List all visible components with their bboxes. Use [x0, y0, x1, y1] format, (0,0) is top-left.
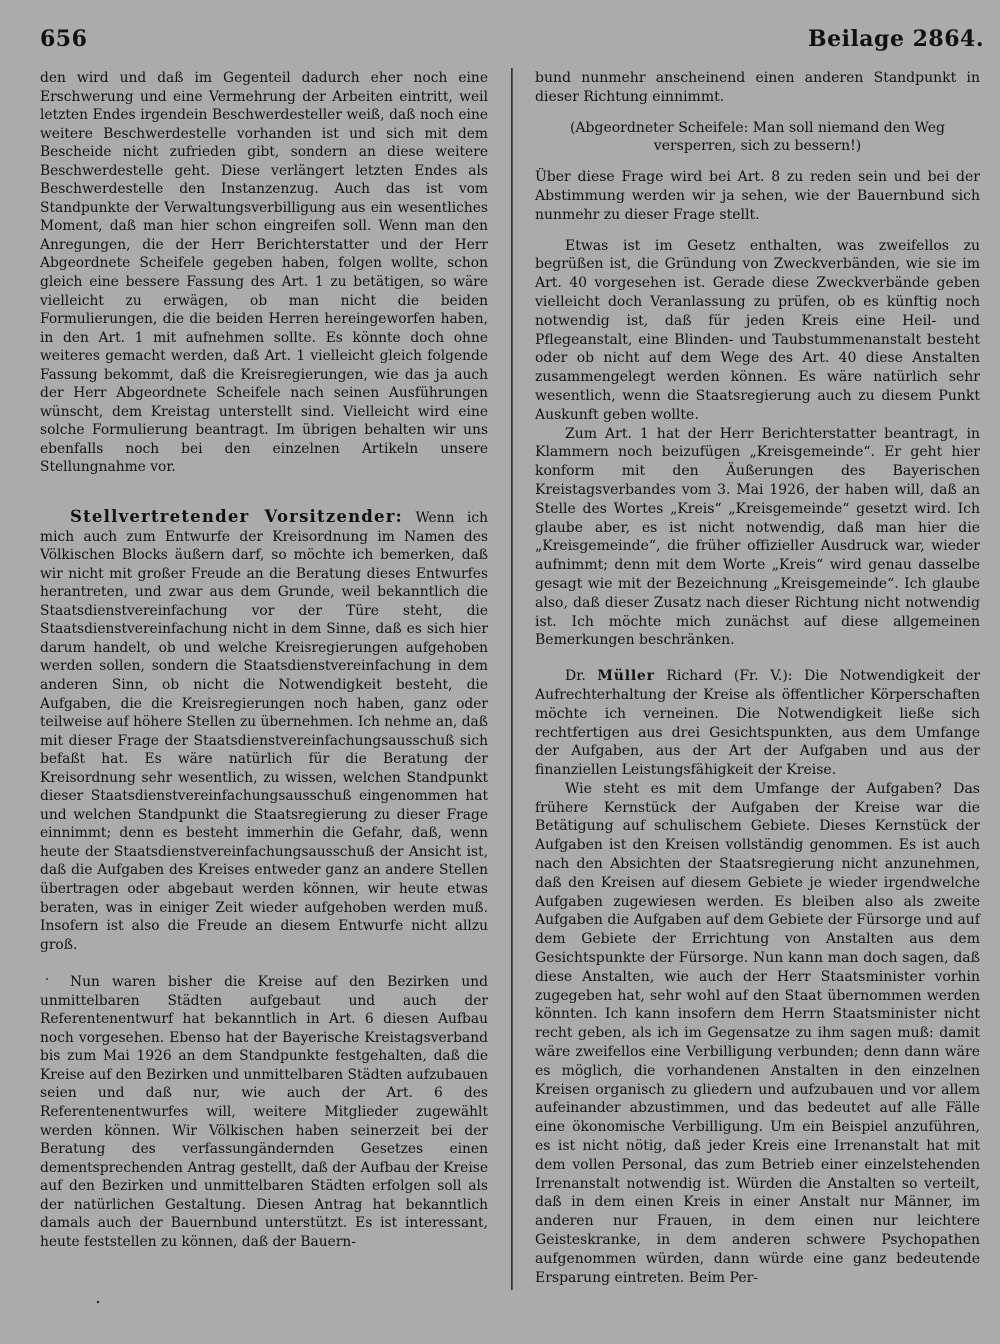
paragraph: Über diese Frage wird bei Art. 8 zu reden sein und bei der Abstimmung werden wir ja sehen, wie der Bauernbund sich nunmehr zu dieser Frage stellt.	[535, 169, 980, 223]
left-column	[40, 69, 488, 1251]
paragraph: den wird und daß im Gegenteil dadurch eher noch eine Erschwerung und eine Vermehrung der Arbeiten eintritt, weil letzten Endes irgendein Beschwerdesteller weiß, daß noch eine weitere Beschwerdestelle vorhanden ist und sich mit dem Bescheide nicht zufrieden gibt, sondern an diese weitere Beschwerdestelle geht. Diese verlängert letzten Endes als Beschwerdestelle den Instanzenzug. Auch das ist vom Standpunkte der Verwaltungsverbilligung aus ein wesentliches Moment, daß man hier schon eingreifen soll. Wenn man den Anregungen, die der Herr Berichterstatter und der Herr Abgeordnete Scheifele gegeben haben, folgen wollte, schon gleich eine bessere Fassung des Art. 1 zu betätigen, so wäre vielleicht zu erwägen, ob man nicht die beiden Formulierungen, die die beiden Herren hereingeworfen haben, in den Art. 1 mit aufnehmen sollte. Es könnte doch ohne weiteres gemacht werden, daß Art. 1 vielleicht gleich folgende Fassung bekommt, daß die Kreisregierungen, wie das ja auch der Herr Abgeordnete Scheifele nach seinen Ausführungen wünscht, dem Kreistag unterstellt sind. Vielleicht wird eine solche Formulierung beantragt. Im übrigen behalten wir uns ebenfalls noch bei den einzelnen Artikeln unsere Stellungnahme vor.	[40, 70, 488, 476]
page-number: 656	[40, 26, 88, 52]
speaker-title: Dr.	[565, 668, 586, 685]
paragraph: Nun waren bisher die Kreise auf den Bezirken und unmittelbaren Städten aufgebaut und auch der Referentenentwurf hat bekanntlich in Art. 6 diesen Aufbau noch vorgesehen. Ebenso hat der Bayerische Kreistagsverband bis zum Mai 1926 an dem Standpunkte festgehalten, daß die Kreise auf den Bezirken und unmittelbaren Städten aufzubauen seien und daß nur, wie auch der Art. 6 des Referentenentwurfes will, weitere Mitglieder zugewählt werden können. Wir Völkischen haben seinerzeit bei der Beratung des verfassungändernden Gesetzes einen dementsprechenden Antrag gestellt, daß der Aufbau der Kreise auf den Bezirken und unmittelbaren Städten erfolgen soll als der natürlichen Gestaltung. Diesen Antrag hat bekanntlich damals auch der Bauernbund unterstützt. Es ist interessant, heute feststellen zu können, daß der Bauern-	[40, 974, 488, 1250]
speech-paragraph	[535, 667, 980, 780]
speech-text: Die Notwendigkeit der Aufrechterhaltung der Kreise als öffentlicher Körperschaften möchte ich verneinen. Die Notwendigkeit ließe sich rechtfertigen aus drei Gesichtspunkten, aus dem Umfange der Aufgaben, aus der Art der Aufgaben und aus der finanziellen Leistungsfähigkeit der Kreise.	[535, 668, 981, 779]
speaker-name: Stellvertretender Vorsitzender:	[70, 507, 403, 527]
paragraph: Zum Art. 1 hat der Herr Berichterstatter beantragt, in Klammern noch beizufügen „Kreisgemeinde“. Er geht hier konform mit den Äußerungen des Bayerischen Kreistagsverbandes vom 3. Mai 1926, der haben will, daß an Stelle des Wortes „Kreis“ „Kreisgemeinde“ gesetzt wird. Ich glaube aber, es ist nicht notwendig, daß man hier die „Kreisgemeinde“, die früher offizieller Ausdruck war, wieder aufnimmt; denn mit dem Worte „Kreis“ wird genau dasselbe gesagt wie mit der Bezeichnung „Kreisgemeinde“. Ich glaube also, daß dieser Zusatz nach dieser Richtung nicht notwendig ist. Ich möchte mich zunächst auf diese allgemeinen Bemerkungen beschränken.	[535, 425, 980, 649]
page-header	[40, 26, 984, 58]
page-title: Beilage 2864.	[808, 26, 984, 52]
speech-paragraph	[40, 508, 488, 954]
column-divider-inner	[512, 68, 513, 1290]
paragraph: Etwas ist im Gesetz enthalten, was zweifellos zu begrüßen ist, die Gründung von Zweckverbänden, wie sie im Art. 40 vorgesehen ist. Gerade diese Zweckverbände geben vielleicht doch Veranlassung zu prüfen, ob es künftig noch notwendig ist, daß für jeden Kreis eine Heil- und Pflegeanstalt, eine Blinden- und Taubstummenanstalt besteht oder ob nicht auf dem Wege des Art. 40 diese Anstalten zusammengelegt werden können. Es wäre natürlich sehr wesentlich, wenn die Staatsregierung auch zu diesem Punkt Auskunft geben wollte.	[535, 237, 980, 423]
right-column	[535, 69, 980, 1287]
speaker-name: Müller	[597, 668, 655, 685]
paragraph: Wie steht es mit dem Umfange der Aufgaben? Das frühere Kernstück der Aufgaben der Kreise war die Betätigung auf schulischem Gebiete. Dieses Kernstück der Aufgaben ist den Kreisen vollständig genommen. Es ist auch nach den Absichten der Staatsregierung nicht anzunehmen, daß den Kreisen auf diesem Gebiete je wieder irgendwelche Aufgaben zugewiesen werden. Es bleiben also als zweite Aufgaben die Aufgaben auf dem Gebiete der Fürsorge und auf dem Gebiete der Errichtung von Anstalten aus dem Gesichtspunkte der Fürsorge. Nun kann man doch sagen, daß diese Anstalten, wie auch der Herr Staatsminister vorhin zugegeben hat, sehr wohl auf den Staat übernommen werden könnten. Ich kann insofern dem Herrn Staatsminister nicht recht geben, als ich im Gegensatze zu ihm sagen muß: damit wäre zweifellos eine Verbilligung verbunden; denn dann wäre es möglich, die vorhandenen Anstalten in den einzelnen Kreisen organisch zu gliedern und aufzubauen und vor allem aufeinander abzustimmen, und das bedeutet auf alle Fälle eine ökonomische Verbilligung. Um ein Beispiel anzuführen, es ist nicht nötig, daß jeder Kreis eine Irrenanstalt hat mit dem vollen Personal, das zum Betrieb einer einzelstehenden Irrenanstalt notwendig ist. Würden die Anstalten so verteilt, daß in dem einen Kreis in einer Anstalt nur Männer, im anderen nur Frauen, in dem einen nur leichtere Geisteskranke, in dem anderen schwere Psychopathen aufgenommen würden, dann würde eine ganz bedeutende Ersparung eintreten. Beim Per-	[535, 780, 980, 1286]
paragraph: bund nunmehr anscheinend einen anderen Standpunkt in dieser Richtung einnimmt.	[535, 70, 980, 105]
speaker-affiliation: Richard (Fr. V.):	[666, 668, 793, 685]
speech-text: Wenn ich mich auch zum Entwurfe der Kreisordnung im Namen des Völkischen Blocks äußern darf, so möchte ich bemerken, daß wir nicht mit großer Freude an die Beratung dieses Entwurfes herantreten, und zwar aus dem Grunde, weil bekanntlich die Staatsdienstvereinfachung vor der Türe steht, die Staatsdienstvereinfachung nicht in dem Sinne, daß es sich hier darum handelt, ob und welche Kreisregierungen aufgehoben werden sollen, sondern die Staatsdienstvereinfachung in dem anderen Sinn, ob nicht die Notwendigkeit besteht, die Aufgaben, die die Kreisregierungen noch haben, ganz oder teilweise auf höhere Stellen zu übernehmen. Ich nehme an, daß mit dieser Frage der Staatsdienstvereinfachungsausschuß sich befaßt hat. Es wäre natürlich für die Beratung der Kreisordnung sehr wesentlich, zu wissen, welchen Standpunkt dieser Staatsdienstvereinfachungsausschuß eingenommen hat und welchen Standpunkt die Staatsregierung zu dieser Frage einnimmt; denn es besteht immerhin die Gefahr, daß, wenn heute der Staatsdienstvereinfachungsausschuß der Ansicht ist, daß die Aufgaben des Kreises entweder ganz an andere Stellen übertragen oder abgebaut werden können, wir heute etwas beraten, was in einiger Zeit wieder aufgehoben werden muß. Insofern ist also die Freude an diesem Entwurfe nicht allzu groß.	[40, 510, 489, 953]
interjection: (Abgeordneter Scheifele: Man soll niemand den Weg versperren, sich zu bessern!)	[569, 119, 946, 155]
